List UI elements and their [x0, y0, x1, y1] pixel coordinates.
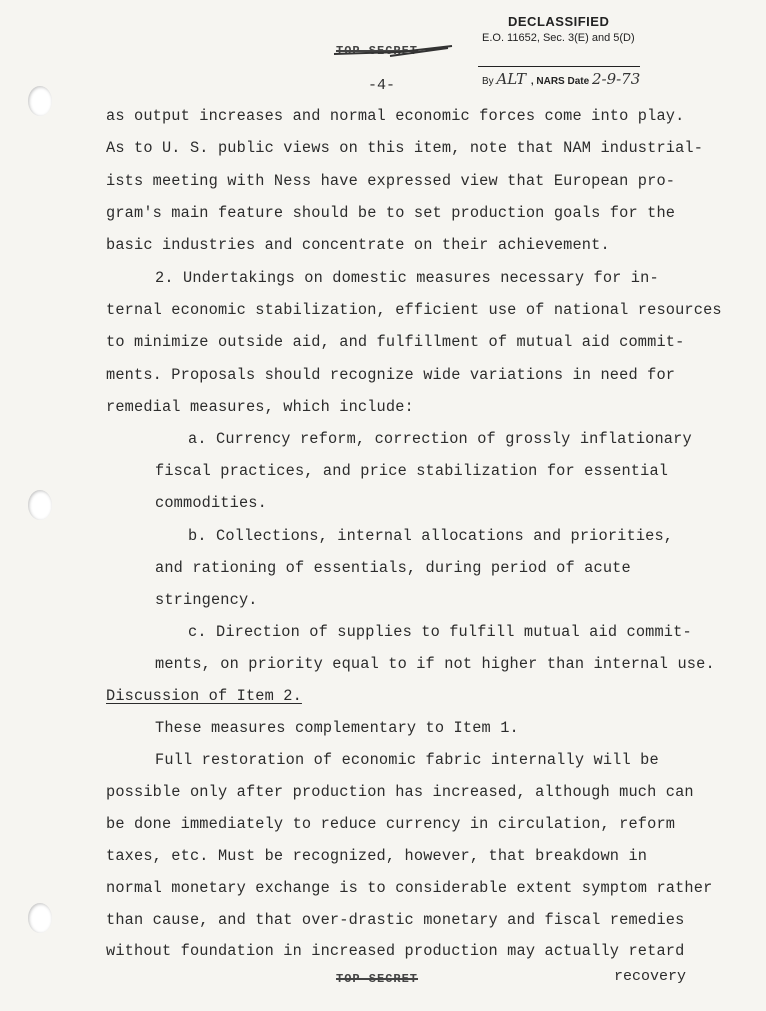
text-line: be done immediately to reduce currency in circulation, reform — [106, 815, 676, 833]
text-line: taxes, etc. Must be recognized, however, that breakdown in — [106, 847, 648, 865]
text-line: a. Currency reform, correction of grossly inflationary — [188, 430, 692, 448]
stamp-by-label: By — [482, 76, 494, 87]
text-line: to minimize outside aid, and fulfillment of mutual aid commit- — [106, 333, 685, 351]
text-line: b. Collections, internal allocations and priorities, — [188, 527, 674, 545]
stamp-initials: ALT — [496, 70, 527, 88]
header-classification-struck: TOP SECRET — [336, 44, 419, 58]
punch-hole — [28, 86, 52, 116]
text-line: possible only after production has increased, although much can — [106, 783, 694, 801]
text-line: stringency. — [155, 591, 258, 609]
text-line: gram's main feature should be to set production goals for the — [106, 204, 676, 222]
page-number: -4- — [368, 77, 396, 94]
stamp-nars-date: 2-9-73 — [591, 70, 641, 88]
section-heading: Discussion of Item 2. — [106, 687, 302, 705]
stamp-signature-line — [482, 70, 640, 88]
text-line: without foundation in increased production may actually retard — [106, 942, 685, 960]
stamp-authority: E.O. 11652, Sec. 3(E) and 5(D) — [482, 32, 635, 44]
text-line: c. Direction of supplies to fulfill mutual aid commit- — [188, 623, 692, 641]
text-line: than cause, and that over-drastic monetary and fiscal remedies — [106, 911, 685, 929]
catchword: recovery — [614, 968, 687, 985]
text-line: These measures complementary to Item 1. — [155, 719, 519, 737]
punch-hole — [28, 903, 52, 933]
text-line: basic industries and concentrate on their achievement. — [106, 236, 610, 254]
text-line: commodities. — [155, 494, 267, 512]
footer-classification-struck: TOP SECRET — [336, 972, 419, 986]
text-line: 2. Undertakings on domestic measures necessary for in- — [155, 269, 659, 287]
stamp-title: DECLASSIFIED — [508, 14, 610, 29]
stamp-nars-label: , NARS Date — [530, 76, 590, 87]
text-line: ists meeting with Ness have expressed view that European pro- — [106, 172, 676, 190]
text-line: ments, on priority equal to if not higher than internal use. — [155, 655, 715, 673]
declassification-stamp — [482, 14, 635, 44]
text-line: As to U. S. public views on this item, note that NAM industrial- — [106, 139, 704, 157]
text-line: normal monetary exchange is to considerable extent symptom rather — [106, 879, 713, 897]
strike-through-scribble — [330, 42, 456, 62]
text-line: Full restoration of economic fabric internally will be — [155, 751, 659, 769]
text-line: and rationing of essentials, during period of acute — [155, 559, 631, 577]
text-line: fiscal practices, and price stabilization for essential — [155, 462, 669, 480]
stamp-divider — [478, 66, 640, 67]
text-line: remedial measures, which include: — [106, 398, 414, 416]
text-line: ternal economic stabilization, efficient use of national resources — [106, 301, 722, 319]
punch-hole — [28, 490, 52, 520]
text-line: ments. Proposals should recognize wide variations in need for — [106, 366, 676, 384]
text-line: as output increases and normal economic forces come into play. — [106, 107, 685, 125]
